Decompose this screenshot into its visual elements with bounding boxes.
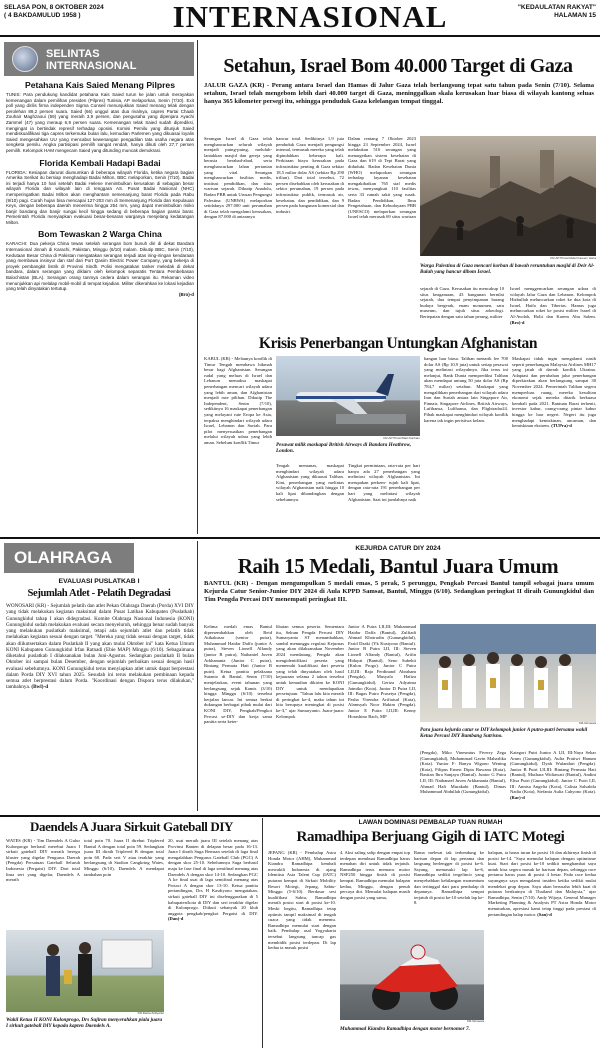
- globe-icon: [12, 46, 38, 72]
- afghan-headline: Krisis Penerbangan Untungkan Afghanistan: [258, 335, 538, 352]
- gateball-col2: total poin 70. Juara II direbut Triplered Bantul A dengan total poin 59. Sedangkan juara III diraih Triplered B dengan total poin 60. Pada seri V atau terakhir yang berlangsung di Stadion Cangkring Wates, Minggu (6/10), Daendels A mendapat tambahan poin: [84, 838, 164, 877]
- catur-photo: [420, 624, 596, 722]
- iatc-col4: balapan, ia harus turun ke posisi 16 dan akhirnya finish di posisi ke-14. "Saya memulai balapan dengan optimisme kuat. Start dari posisi ke-10 sedikit menghambat saya untuk bisa segera masuk ke barisan depan, sehingga race pertama harus puas di posisi 4 besar. Pada race kedua sayangnya saya mengalami insiden ketika sedikit mulai mendekat grup depan. Saya akan berusaha lebih kuat di putaran berikutnya di Thailand dan Malaysia," ujar Ramadhipa, Senin (7/10). Andy Wijaya, General Manager Marketing Planning & Analysis PT Astra Honda Motor menuturkan, apresiasi kami tetap tinggi pada prestasi di pertandingan balap motor. (San)-d: [488, 850, 596, 917]
- champions-illustration: [420, 624, 596, 722]
- photo-credit: KR-Dania Ardiyanto: [137, 1012, 164, 1015]
- catur-lead: BANTUL (KR) - Dengan mengumpulkan 5 medali emas, 5 perak, 5 perunggu, Pengkab Percasi Bantul tampil sebagai juara umum Kejurda Catur Senior-Junior DIY 2024 di Aula KPPD Samsat, Bantul, Minggu (6/10). Sedangkan peringkat II diraih Gunungkidul dan Tim Pengda Percasi DIY menempati peringkat III.: [204, 580, 594, 604]
- catur-col1: Kelima medali emas Bantul dipersembahkan oleh Reid Atikakusar (senior putra), Muhammad Haidar Daffa (junior A putra), Steven Lionell Alfandy (junior B putra), Nathaniel Juven Arkhananta (Junior C putra), Bintang Permata Hati (Junior B putri). Ketua panitia pelaksana Sutanto di Bantul, Senin (7/10) menjelaskan, event tahunan yang berlangsung sejak Kamis (3/10) hingga Minggu (6/10) tersebut berjalan lancar. Ini semua berkat dukungan berbagai pihak mulai dari KONI DIY, Pengkab/Pengkot Percasi se-DIY dan kerja sama panitia serta keter-: [204, 624, 272, 725]
- story-title: Petahana Kais Saied Menang Pilpres: [25, 80, 175, 90]
- gaza-photo: [420, 136, 596, 256]
- photo-credit: KR-AP Photo/Matt Dunham: [383, 437, 420, 440]
- masthead-paper: "KEDAULATAN RAKYAT" HALAMAN 15: [517, 4, 596, 20]
- afghan-col1: KABUL (KR) - Melaunya konflik di Timur Tengah membawa hikmah besar bagi Afghanistan. Serangan rudal yang meluas di Israel dan Lebanon memaksa maskapai penerbangan mencari wilayah udara yang lebih aman, dan Afghanistan menjadi rute pilihan. Dikutip The Independent, Senin (7/10), sedikitnya 16 maskapai penerbangan yang melayani rute Eropa ke Asia, terpaksa menghindari wilayah udara Israel, Lebanon dan Suriah. Para pilot menyesuaikan penerbangan melalui wilayah udara yang lebih aman. Sebelum konflik Timur: [204, 356, 272, 445]
- airplane-illustration: [276, 356, 420, 436]
- motorbike-illustration: [340, 930, 484, 1020]
- gaza-col2: hancur total. Sedikitnya 1,9 juta penduduk Gaza menjadi pengungsi internal, termasuk mereka yang telah dipindahkan beberapa kali. Perkiraan biaya kerusakan pada infrastruktur penting di Gaza sekitar 18,5 miliar dolar AS (sekitar Rp 290 triliun). Dari total tersebut, 72 persen disebabkan oleh kerusakan di sektor perumahan, 19 persen pada infrastruktur publik, termasuk air, kesehatan, dan pendidikan, dan 9 persen pada bangunan komersial dan industri.: [276, 136, 344, 214]
- puslatkab-kicker: EVALUASI PUSLATKAB I: [58, 578, 140, 585]
- iatc-col2: 4. Aksi saling salip dengan empat top terdepan membuat Ramadhipa harus menahan diri untuk tidak terjatuh. Ramadhipa terus memacu motor NSF250 hingga finish di posisi kempat. Ramadhipa memulai balapan kedua, Minggu, dengan penuh percaya diri. Memulai balapan masih dengan posisi yang sama,: [340, 850, 410, 900]
- story-text: TUNIS: Para pendukung kandidat petahana Kais Saied turun ke jalan untuk merayakan kemenangan dalam pemilihan presiden (Pilpres) Tunisia, AP melaporkan, Senin (7/10). Exit poll yang dirilis firma independen Sigma Conseil menunjukkan Saied menang telak dengan perolehan 89,2 persen suara. Saied (66) unggul atas dua rivalnya, capres Partai Chaab Zouhair Maghzaoui (59) yang meraih 3,9 persen, dan pengusaha yang dipenjara Ayachi Zammel (47) yang meraup 6,9 persen suara. Kemenangan telak Saied sudah diprediksi, mengingat ia bertindak represif terhadap oposisi. Komisi Pemilu yang ditunjuk Saied mendiskualifikasi tiga capres terkemuka bulan lalu, kemudian Parlemen yang dikuasai loyalis Saied mengesahkan UU yang mencabut kewenangan pengadilan tata usaha negara atas sengketa pemilu. Angka partisipasi pemilih sangat rendah, hanya dikuti oleh 27,7 persen pemilih. Kelompok HAM mengecam Saied yang ditunding muncak demokrasi.: [6, 92, 194, 153]
- section-rule: [0, 815, 600, 817]
- iatc-col3: Rama melesat tak terbendung ke barisan depan di lap pertama dan langsung berlengger di posisi ke-6. Sayang, memasuki lap ke-6, Ramadhipa sedikit tergelincir yang menyebabkan kehilangan momentum dan tertinggal dari para pembalap di depannya. Ramadhipa sempat terjatuh di posisi ke-10 setelah lap ke-8.: [414, 850, 484, 906]
- rubble-illustration: [420, 136, 596, 256]
- section-rule: [0, 537, 600, 539]
- column-divider: [197, 40, 198, 534]
- photo-credit: KR-Istimewa: [466, 1020, 484, 1023]
- olahraga-banner: OLAHRAGA: [4, 543, 134, 573]
- gaza-caption: Warga Palestina di Gaza mencari korban di bawah reruntuhan masjid di Deir Al-Balah yang hancur dibom Israel.: [420, 263, 595, 276]
- byline: (Bro)-d: [179, 291, 194, 297]
- gateball-caption: Wakil Ketua II KONI Kulonprogo, Drs Sujiran menyerahkan piala juara I sirkuit gateball DIY kepada kapten Daendels A.: [6, 1017, 163, 1030]
- column-divider: [197, 541, 198, 811]
- iatc-headline: Ramadhipa Berjuang Gigih di IATC Motegi: [296, 829, 565, 845]
- puslatkab-headline: Sejumlah Atlet - Pelatih Degradasi: [27, 588, 171, 599]
- story-title: Florida Kembali Hadapi Badai: [39, 157, 161, 168]
- catur-headline: Raih 15 Medali, Bantul Juara Umum: [237, 554, 559, 578]
- gaza-headline: Setahun, Israel Bom 40.000 Target di Gaza: [223, 55, 573, 77]
- gaza-col3: Dalam rentang 7 Oktober 2023 hingga 23 September 2024, Israel melakukan 516 serangan yang menargetkan sistem kesehatan di Gaza dan 619 di Tepi Barat yang diduduki. Badan Kesehatan Dunia (WHO) melaporkan serangan terhadap layanan kesehatan mengakibatkan 765 staf medis tewas, menyangkuti 110 fasilitas serta 33 rumah sakit yang rusak. Badan Pendidikan, Ilmu Pengetahuan, dan Kebudayaan PBB (UNESCO) melaporkan serangan Israel telah merusak 69 situs warisan: [348, 136, 416, 220]
- catur-kicker: KEJURDA CATUR DIY 2024: [355, 545, 441, 552]
- gaza-col5: Israel menggencarkan serangan udara di wilayah Jalur Gaza dan Lebanon. Kelompok Hizbullah meluncurkan roket ke dua kota di Israel, Haifa dan Tiberias. Hamas juga meluncurkan roket ke posisi militer Israel di Al-Awdah, Holit dan Karem Abu Salem. (Bro)-d: [510, 286, 596, 325]
- iatc-caption: Muhammad Kiandra Ramadhipa dengan motor bernomor 7.: [340, 1026, 470, 1032]
- masthead-rule: [0, 35, 600, 37]
- section-title: INTERNASIONAL: [172, 0, 448, 34]
- catur-caption: Para juara kejurda catur se DIY kelompok junior A putra-putri bersama wakil Ketua Percasi DIY Bambang Sutrisno.: [420, 727, 588, 740]
- afghan-caption: Pesawat milik maskapai British Airways di Bandara Heathrow, London.: [276, 442, 412, 455]
- photo-credit: KR-AP Photo/Abdel Kareem Hana: [550, 257, 596, 260]
- catur-col2: libatan semua peserta. Sementara itu, Sekum Pengda Percasi DIY Sumaryanto ST menambahkan, sambil menunggu regulasi Kejurnas yang akan dilaksanakan November 2024 mendatang, Pengda akan mengidentifikasi peserta yang memenuhi kualifikasi dari peserta yang telah dinyatakan oleh hasil kejuaraan selama 2 tahun tersebut untuk kemudian dikirim ke KONI DIY untuk mendapatkan persetujuan. "Tahun lalu kita meraih di peringkat ke-4, maka tahun ini kita berupaya meningkat di posisi ke-3," ujar Sumaryanto. Juara-juara: Kelompok: [276, 624, 344, 719]
- afghan-col2: Tengah memanas, maskapai menghindari wilayah udara Afghanistan yang dikuasai Taliban. Kini, penerbangan yang melintas wilayah Afghanistan naik hingga 10 kali lipat dibandingkan dengan sebelumnya.: [276, 463, 344, 502]
- afghan-col5: Maskapai tidak ingin mengalami nasib seperti penerbangan Malaysia Airlines MH17 yang jatuh di daerah konflik Ukraina. Adaptasi dan perubahan jalur penerbangan diperkirakan akan berlangsung sampai 30 November 2024. Pemerintah Taliban segera memperluas ruang, mereka kesulitan ekonomi sejak mereka ditarik berkuasa kembali pada 2021. Bantuan Barat terhenti, investor kabur, orang-orang pintar kabur hingga ke luar negeri. Negeri itu juga menghadapi kemiskinan, ancaman, dan kemiskinan ekstrem. (TUPra)-d: [512, 356, 596, 429]
- selintas-banner: SELINTAS INTERNASIONAL: [4, 42, 194, 76]
- afghan-col4: bangan luar biasa. Taliban menarik fee 700 dolar AS (Rp 10,9 juta) untuk setiap pesawat yang melintasi wilayahnya. Jika terus ini melanjut, Bank Dunia memprediksi Taliban akan mendapat untung 50 juta dolar AS (Rp 784,7 miliar) setahun. Maskapai yang mengalihkan penerbangan dari wilayah udara Iran dan Suriah antara lain Singapore Air, Finnair, Singapore Airlines, British Airways, Lufthansa, Lufthansa, dan Flightradar24. Pihak maskapai menghindari wilayah konflik karena tak ingin peristiwa kelam.: [424, 356, 508, 423]
- catur-col4: (Pengda), Miko Vinesmius Fiverry Zega (Gunungkidul), Muhammad Gavin Maharlika (Kota). Yunior F: Banyu Wigono Wening (Kota), Filipus Ernest Dipta Buwana (Kota), Bastian Ibra Sanjaya (Bantul). Junior G Putra I,II, III: Nathanael Juven Arkhananta (Bantul), Ahmad Hafi Murakabi (Bantul), Dimas Muhammad Abdullah (Gunungkidul).: [420, 750, 506, 795]
- afghan-col3: Tingkat permintaan, rata-rata per hari hanya ada 27 penerbangan yang melintasi wilayah Afghanistan. Ini merupakan perkem- tujuh kali lipat, dengan rata-rata 191 penerbangan per hari yang melintasi wilayah Afghanistan. Saat ini jumlahnya naik: [348, 463, 420, 502]
- column-divider: [262, 818, 263, 1048]
- gaza-col4: sejarah di Gaza. Kerusakan itu mencakup 10 situs keagamaan, 43 bangunan bernilai sejarah, dua tempat penyimpanan barang budaya bergerak, enam monumen, satu museum, dan tujuh situs arkeologi. Bertepatan dengan satu tahun perang, militer: [420, 286, 504, 319]
- iatc-kicker: LAWAN DOMINASI PEMBALAP TUAN RUMAH: [358, 819, 503, 826]
- gateball-col1: WATES (KR) - Tim Daendels A Gulur Kulonprogo berhasil merebut Juara I sirkuit gateball DIY meraih beregu kluster yang digelar Pengurus Daerah (Pengda) Persatuan Gateball Seluruh Indonesia (Pergatsi) DIY. Dari total lima seri yang digelar, Daendels A meraih: [6, 838, 80, 883]
- catur-col5: Kategori Putri Junior A I,II, III:Naya Sekar Arum (Gunungkidul), Aulia Pratiwi Hanum (Gunungkidul), Dyah Wulandari (Pengda). Junior B Putri I,II,III: Bintang Permata Hati (Bantul), Muthara Widiawati (Bantul), Andini Elisa Putri (Gunungkidul). Junior C Putri I,II, III: Annisa Angelia (Kota), Calista Salsabila Nadia (Kota), Stefania Aulia Cahyono (Kota). (Rar)-d: [510, 750, 596, 800]
- gateball-headline: Daendels A Juara Sirkuit Gateball DIY: [30, 819, 233, 834]
- selintas-column: [6, 80, 194, 530]
- gateball-col3: 20, usai meraih juara III setelah menang atas Provinsi Banten di delapan besar pada 16-13. Juara I diraih Suga Bemsan setelah di laga final mengalahkan Pengurus Gateball Club (PGC) A dengan skor 25-10. Sebelumnya Suga berhasil maju ke fase final di laga semifinal menang atas Daendels A dengan skor 14-10. Sedangkan PGC A ke final usai di laga semifinal menang atas Protaci A dengan skor 13-10. Ketua panitia pertandingan, Drs H Kasdiyono mengatakan, sirkuit gateball DIY ini diselenggarakan di 5 kabupaten/kota di DIY dan seri terakhir digelar di Kulonprogo. Diikuti sebanyak 20 klub anggota pengkab/pengkot Pergatsi di DIY. (Dan)-d: [168, 838, 258, 922]
- catur-col3: Junior A Putra I,II,III: Muhammad Haidar Daffa (Bantul), Zulfiadi Ahmad Khoirudin (Gunungkidul), Farid Dzaki (Yk Kustyono (Bantul). Junior B Putra I,II, III: Steven Lionell Alfandy (Bantul), Arifin Hidayat (Bantul), Seno Subekti (Kulon Progo). Junior C Putra I,II,III: Raja Ferdinand Abraham (Pengda), Musyafa Hafiza (Gunungkidul), Geriza Adyatma Jatmiko (Kota). Junior D Putra I,II, III: Bagas Putro Prasetya (Pengda), Pasha Virendra Arifiaisal (Kota), Alamsyah Noor Hakim (Pengda). Junior E Putra I,II,III: Kenny Horashino Bach, MP: [348, 624, 416, 719]
- gaza-lead: JALUR GAZA (KR) - Perang antara Israel dan Hamas di Jalur Gaza telah berlangsung tepat satu tahun pada Senin (7/10). Selama setahun, Israel telah mengebom lebih dari 40.000 target di Gaza, meninggalkan skala kerusakan luar biasa di wilayah kantong seluas hanya 365 kilometer persegi itu, sehingga penduduk Gaza kelelangan tempat tinggal.: [204, 82, 594, 106]
- iatc-col1: JEPANG (KR) - Pembalap Astra Honda Motor (AHM), Muhammad Kiandra Ramadhipa kembali mewakili Indonesia di ajang Idemitsu Asia Talent Cup (IATC) putaran kempat di Sirkuit Mobility Resort Motegi, Jepang, Sabtu-Minggu (5-6/10). Berdasar sesi kualifikasi Sabtu, Ramadhipa meraih posisi start di posisi ke-10. Meski begitu, Ramadhipa tetap optimis tampil maksimal di tengah cuaca yang tidak menentu. Ramadhipa memulai start dengan baik. Pembalap asal Yogyakarta tersebut langsung tancap gas membidik posisi terdepan. Di lap kedua ia masuk posisi: [268, 850, 336, 951]
- story-title: Bom Tewaskan 2 Warga China: [38, 229, 162, 240]
- trophy-illustration: [6, 930, 164, 1012]
- afghan-photo: [276, 356, 420, 436]
- puslatkab-text: WONOSARI (KR) - Sejumlah pelatih dan atlet Pekan Olahraga Daerah (Porda) XVI DIY yang tidak melakukan kegiatan maksimal dalam Pusat Latihan Kabupaten (Puslatkab) Gunungkidul tahap I akan didegradasi. Komite Olahraga Nasional Indonesia (KONI) Gunungkidul sudah melakukan evaluasi secara menyeluruh, sehingga benar sudah banyak yang melakukan puslatkab maksimal, tetapi ada sejumlah atlet dan pelatih tidak melakukan kegiatan sesuai dengan target. "Mereka yang tidak sesuai dengan target, tidak akan diikutsertakan dalam Puslatkab II yang akan mulai Oktober ini" kata Ketua Umum KONI Kabupaten Gunungkidul Irfan Ratnadi (Ebie MAP) Minggu (6/10). Sebagaimana diketahui puslatkab I dilaksanakan bulan Juni-Agustus. Sedangkan puslatkab II bulan Oktober ini sampai bulan Desember, dengan sejumlah perbaikan sesuai dengan hasil evaluasi sebelumnya. KONI Gunungkidul terus menyiapkan atlet untuk dapat berprestasi dalam Porda DIY XVI tahun 2025. Sesudah ini terus melakukan pembinaan kepada semua atlet berprestasi dalam Porda. "Koordinasi dengan Dispora terus dilakukan," tambahnya. (Bwl)-d: [6, 603, 194, 691]
- story-text: FLORIDA: Kesiapan darurat diumumkan di beberapa wilayah Florida, ketika negara bagian Amerika Serikat itu bersiap menghadapi Badai Milton, BBC melaporkan, Senin (7/10). Badai ini terjadi hanya 10 hari setelah Badai Helene menimbulkan kerusakan di sebagian besar wilayah Florida dan wilayah lain di tenggara AS. Pusat Badai Nasional (NHC) memperingatkan Badai Milton akan menghantam semenanjung barat Florida pada Rabu (9/10) pagi. Curah hujan bisa mencapai 127-203 mm di Semenanjung Florida dan Kepulauan Keys, dengan beberapa daerah menerima hingga 254 mm, yang dapat menimbulkan risiko banjir bandang dan banjir sungai kecil hingga sedang di beberapa bagian pantai barat. Pemerintah Florida menyiapkan evakuasi besar-besaran warganya menjelang kedatangan Milton.: [6, 169, 194, 225]
- gaza-col1: Serangan Israel di Gaza telah menghancurkan seluruh wilayah menjadi puing-puing, meluluh-lantakkan masjid dan gereja yang berusia berabad-abad, serta menghancurkan lahan pertanian yang vital. Serangan menghancurkan fasilitas medis, institusi pendidikan, dan situs warisan sejarah. Dikutip Anadolu, Badan PBB untuk Urusan Pengungsi Palestina (UNRWA) melaporkan setidaknya 297.000 unit perumahan di Gaza telah mengalami kerusakan, dengan 87.000 di antaranya: [204, 136, 272, 220]
- masthead-date: SELASA PON, 8 OKTOBER 2024 ( 4 BAKDAMULUD 1958 ): [4, 4, 104, 20]
- iatc-photo: [340, 930, 484, 1020]
- photo-credit: KR-Istimewa: [578, 722, 596, 725]
- gateball-photo: [6, 930, 164, 1012]
- story-text: KARACHI: Dua pekerja China tewas setelah serangan bom bunuh diri di dekat Bandara Internasional Jinnah di Karachi, Pakistan, Minggu (6/10) malam. Dikutip BBC, Senin (7/10), Kedutaan Besar China di Pakistan mengatakan serangan terjadi atas iring-iringan kendaraan yang membawa insinyur dan staf dari Port Qasim Electric Power Company, yang bekerja di proyek pembangkit listrik di Provinsi Sindh. Polisi mengatakan tanker meledak di dekat bandara, dalam serangan yang diklaim oleh kelompok separatis Tentara Pembebasan Balochistan (BLA). Serangan orang tanmya cedera dalam serangan itu. Rekaman video menunjukkan api melalap mobil-mobil di tempat kejadian. Militer dikerahkan ke lokasi kejadian yang telah dinyatakan tertutup.: [6, 241, 194, 292]
